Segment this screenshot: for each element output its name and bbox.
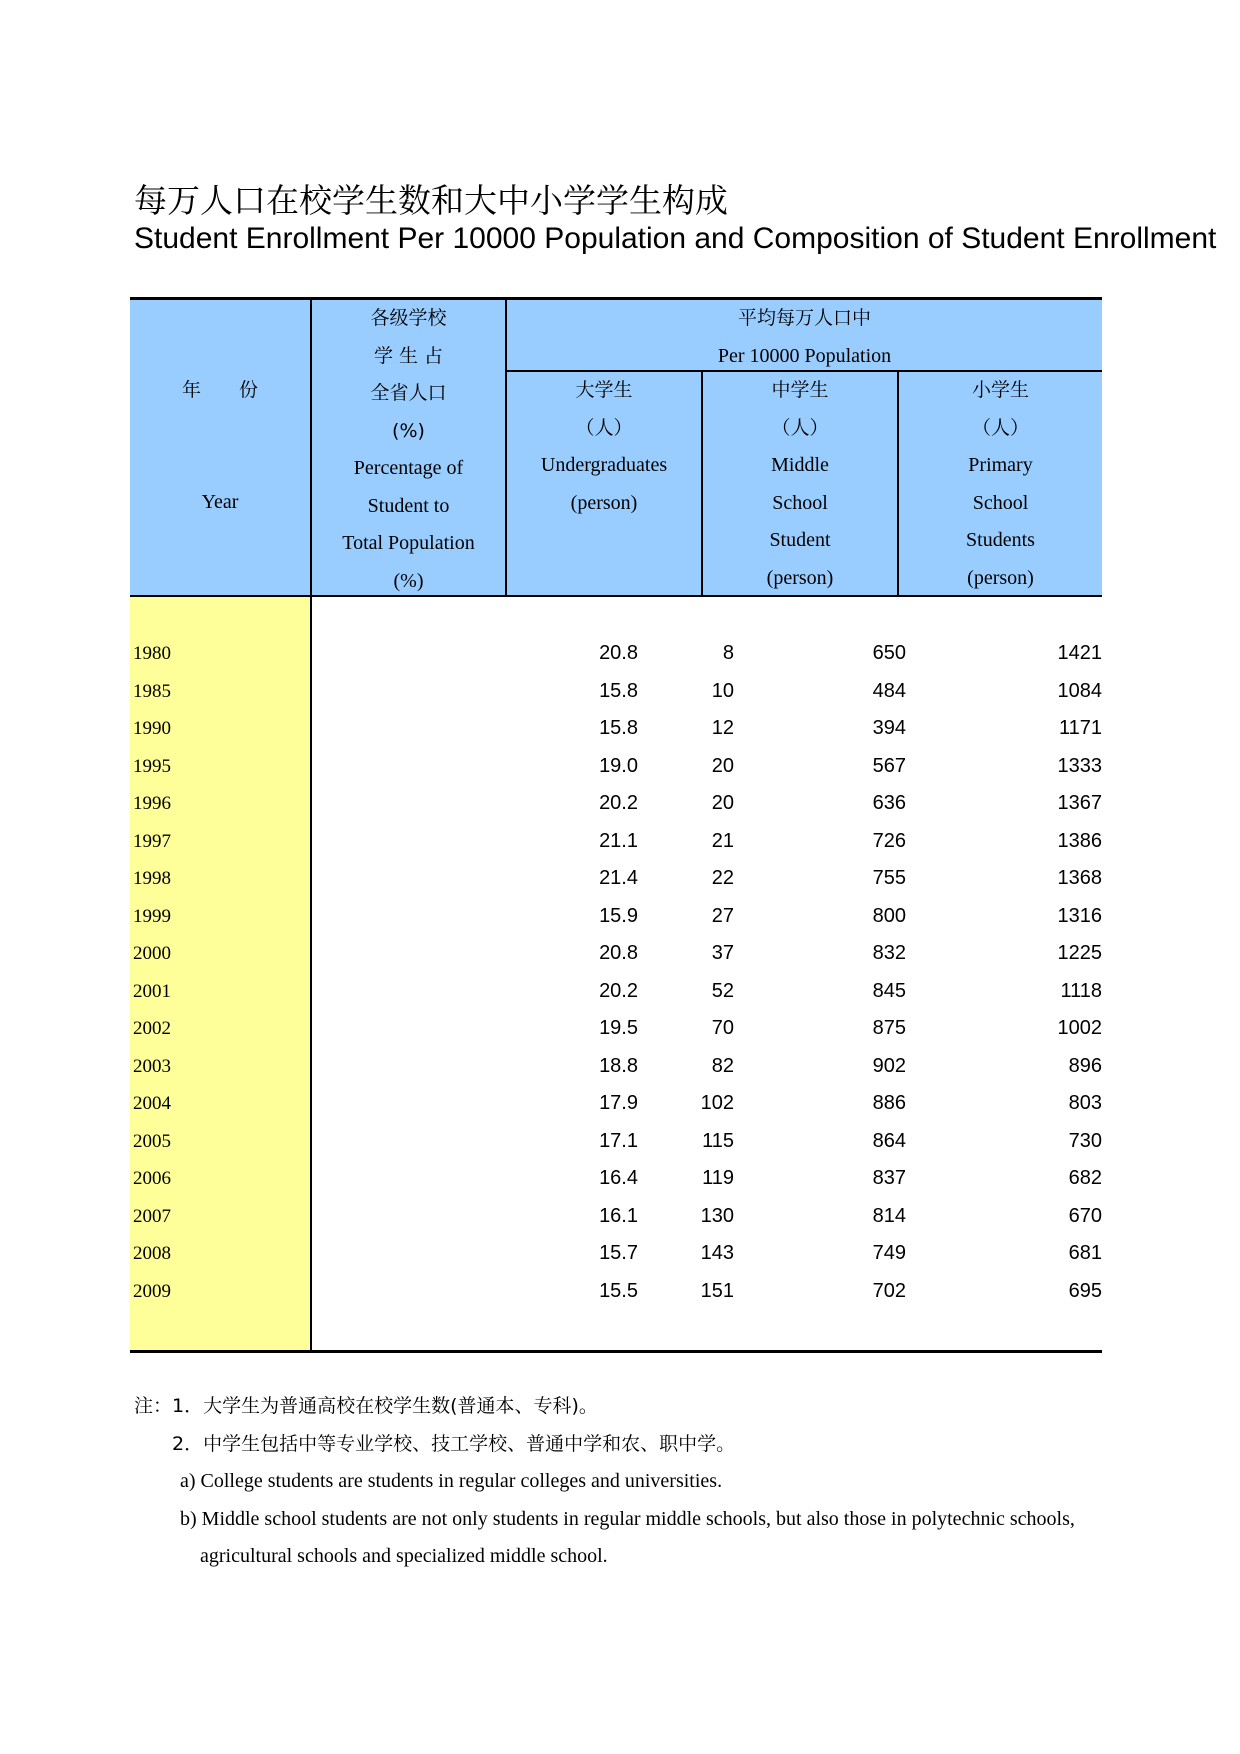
undergrad-cell: 102 [700, 1092, 734, 1114]
undergrad-header: 大学生 （人） Undergraduates (person) [540, 379, 668, 514]
pct-cell: 15.8 [599, 717, 638, 739]
year-header-chinese: 年 份 [181, 379, 258, 401]
table-row [130, 748, 1102, 786]
pct-header: 各级学校 学 生 占 全省人口 (%) Percentage of Student to Total Population (%) [342, 307, 475, 592]
primary-cell: 1333 [1057, 754, 1102, 777]
undergrad-cell: 151 [700, 1279, 734, 1302]
table-row [130, 1085, 1102, 1123]
year-cell: 1985 [133, 680, 171, 702]
undergrad-cell: 82 [711, 1054, 734, 1077]
year-cell: 1999 [133, 905, 171, 927]
pct-cell: 15.7 [599, 1242, 638, 1264]
primary-cell: 730 [1068, 1129, 1102, 1152]
year-cell: 2004 [133, 1093, 171, 1114]
middle-cell: 832 [872, 942, 906, 964]
table-row [130, 673, 1102, 711]
middle-cell: 800 [872, 904, 906, 927]
pct-cell: 15.8 [599, 679, 638, 702]
pct-cell: 18.8 [599, 1054, 638, 1077]
footnote-cn-1: 注：1．大学生为普通高校在校学生数(普通本、专科)。 [134, 1395, 598, 1417]
primary-cell: 1316 [1057, 904, 1102, 927]
undergrad-cell: 70 [711, 1017, 734, 1039]
year-cell: 2002 [133, 1018, 171, 1039]
primary-cell: 1118 [1060, 979, 1102, 1002]
undergrad-cell: 20 [711, 792, 734, 814]
undergrad-cell: 8 [722, 642, 734, 664]
pct-cell: 15.5 [599, 1279, 638, 1302]
page-title-chinese: 每万人口在校学生数和大中小学学生构成 [134, 181, 728, 220]
pct-cell: 17.9 [599, 1092, 638, 1114]
footnote-en-b-continued: agricultural schools and specialized middle school. [200, 1545, 608, 1567]
enrollment-table [130, 297, 1102, 1353]
middle-cell: 864 [872, 1129, 906, 1152]
primary-cell: 681 [1068, 1242, 1102, 1264]
year-header-english: Year [201, 491, 239, 513]
middle-cell: 726 [872, 829, 906, 852]
undergrad-cell: 10 [711, 679, 734, 702]
middle-cell: 755 [872, 867, 906, 889]
undergrad-cell: 12 [711, 717, 734, 739]
primary-cell: 1225 [1057, 942, 1102, 964]
year-cell: 1997 [133, 830, 171, 852]
table-row [130, 1198, 1102, 1236]
pct-cell: 16.4 [599, 1167, 638, 1189]
footnote-en-b: b) Middle school students are not only students in regular middle schools, but also those in polytechnic schools, [180, 1507, 1075, 1530]
primary-cell: 670 [1068, 1204, 1102, 1227]
middle-school-header: 中学生 （人） Middle School Student (person) [766, 379, 834, 589]
primary-cell: 682 [1068, 1167, 1102, 1189]
table-row [130, 1235, 1102, 1273]
year-cell: 1996 [133, 793, 171, 814]
middle-cell: 845 [872, 979, 906, 1002]
middle-cell: 749 [872, 1242, 906, 1264]
middle-cell: 567 [872, 754, 906, 777]
undergrad-cell: 52 [711, 979, 734, 1002]
table-row [130, 710, 1102, 748]
primary-cell: 1386 [1057, 829, 1102, 852]
primary-cell: 1368 [1057, 867, 1102, 889]
year-cell: 2006 [133, 1168, 171, 1189]
year-cell: 2001 [133, 980, 171, 1002]
table-row [130, 898, 1102, 936]
pct-cell: 21.1 [599, 829, 638, 852]
table-row [130, 785, 1102, 823]
table-row [130, 860, 1102, 898]
table-row [130, 973, 1102, 1011]
year-cell: 2007 [133, 1205, 171, 1227]
table-row [130, 823, 1102, 861]
primary-cell: 695 [1068, 1279, 1102, 1302]
table-row [130, 1160, 1102, 1198]
year-cell: 1998 [133, 868, 171, 889]
primary-cell: 1367 [1057, 792, 1102, 814]
footnotes [134, 1388, 1101, 1576]
table-row [130, 1010, 1102, 1048]
pct-cell: 20.8 [599, 942, 638, 964]
primary-school-header: 小学生 （人） Primary School Students (person) [966, 379, 1035, 589]
table-row [130, 635, 1102, 673]
table-row [130, 1273, 1102, 1311]
pct-cell: 16.1 [599, 1204, 638, 1227]
undergrad-cell: 115 [702, 1129, 734, 1152]
year-cell: 1980 [133, 643, 171, 664]
undergrad-cell: 119 [702, 1167, 734, 1189]
undergrad-cell: 22 [711, 867, 734, 889]
year-cell: 2008 [133, 1243, 171, 1264]
undergrad-cell: 130 [700, 1204, 734, 1227]
pct-cell: 15.9 [599, 904, 638, 927]
per-10000-group-header: 平均每万人口中 Per 10000 Population [717, 307, 892, 367]
middle-cell: 650 [872, 642, 906, 664]
middle-cell: 886 [872, 1092, 906, 1114]
middle-cell: 484 [872, 679, 906, 702]
year-cell: 2003 [133, 1055, 171, 1077]
table-row [130, 935, 1102, 973]
pct-cell: 20.2 [599, 979, 638, 1002]
pct-cell: 20.2 [599, 792, 638, 814]
undergrad-cell: 20 [711, 754, 734, 777]
year-cell: 2009 [133, 1280, 171, 1302]
middle-cell: 636 [872, 792, 906, 814]
pct-cell: 21.4 [599, 867, 638, 889]
middle-cell: 394 [872, 717, 906, 739]
primary-cell: 1084 [1057, 679, 1102, 702]
year-cell: 2005 [133, 1130, 171, 1152]
table-row [130, 1123, 1102, 1161]
pct-cell: 20.8 [599, 642, 638, 664]
table-row [130, 1048, 1102, 1086]
middle-cell: 814 [872, 1204, 906, 1227]
undergrad-cell: 143 [700, 1242, 734, 1264]
middle-cell: 875 [872, 1017, 906, 1039]
middle-cell: 702 [872, 1279, 906, 1302]
table-body [130, 635, 1102, 1310]
year-cell: 2000 [133, 943, 171, 964]
undergrad-cell: 27 [711, 904, 734, 927]
footnote-en-a: a) College students are students in regular colleges and universities. [180, 1470, 723, 1492]
year-cell: 1995 [133, 755, 171, 777]
primary-cell: 1171 [1058, 717, 1102, 739]
table-bottom-rule [130, 1350, 1102, 1353]
primary-cell: 1421 [1057, 642, 1102, 664]
primary-cell: 1002 [1057, 1017, 1102, 1039]
page-title-english: Student Enrollment Per 10000 Population and Composition of Student Enrollment [134, 222, 1217, 255]
undergrad-cell: 37 [711, 942, 734, 964]
footnote-cn-2: 2．中学生包括中等专业学校、技工学校、普通中学和农、职中学。 [134, 1432, 736, 1455]
primary-cell: 896 [1068, 1054, 1102, 1077]
undergrad-cell: 21 [711, 829, 734, 852]
pct-cell: 19.0 [599, 754, 638, 777]
middle-cell: 902 [872, 1054, 906, 1077]
year-cell: 1990 [133, 718, 171, 739]
middle-cell: 837 [872, 1167, 906, 1189]
pct-cell: 17.1 [599, 1129, 638, 1152]
pct-cell: 19.5 [599, 1017, 638, 1039]
primary-cell: 803 [1068, 1092, 1102, 1114]
